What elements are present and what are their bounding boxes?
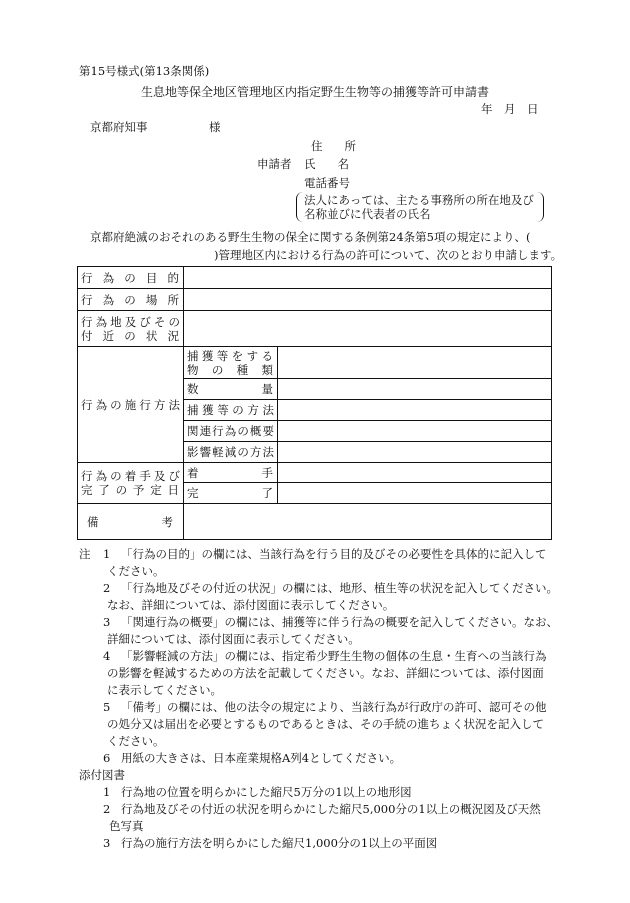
attachment-text: 行為の施行方法を明らかにした縮尺1,000分の1以上の平面図 <box>121 836 438 850</box>
note-text: 「影響軽減の方法」の欄には、指定希少野生生物の個体の生息・生育への当該行為 <box>121 649 547 663</box>
start-field[interactable] <box>278 463 552 483</box>
phone-label: 電話番号 <box>304 176 350 190</box>
location-field[interactable] <box>184 289 552 311</box>
method-label: 行為の施行方法 <box>78 347 184 463</box>
note-text: 詳細については、添付図面に表示してください。 <box>107 632 360 646</box>
start-label: 着手 <box>184 463 278 483</box>
note-number: 6 <box>103 751 111 765</box>
attachment-1 <box>79 784 559 801</box>
attachment-number: 2 <box>103 802 111 816</box>
applicant-label: 申請者 <box>257 157 292 171</box>
note-text: なお、詳細については、添付図面に表示してください。 <box>107 598 395 612</box>
note-text: 「行為地及びその付近の状況」の欄には、地形、植生等の状況を記入してください。 <box>121 581 558 595</box>
note-text: 「関連行為の概要」の欄には、捕獲等に伴う行為の概要を記入してください。なお、 <box>121 615 558 629</box>
attachments-heading: 添付図書 <box>79 768 125 782</box>
note-text: 用紙の大きさは、日本産業規格A列4としてください。 <box>121 751 402 765</box>
attachment-text: 行為地の位置を明らかにした縮尺5万分の1以上の地形図 <box>121 785 412 799</box>
intro-line1: 京都府絶滅のおそれのある野生生物の保全に関する条例第24条第5項の規定により、( <box>90 230 531 244</box>
completion-field[interactable] <box>278 483 552 504</box>
purpose-label: 行為の目的 <box>78 267 184 289</box>
related-summary-field[interactable] <box>278 421 552 442</box>
note-5 <box>79 699 559 750</box>
note-number: 4 <box>103 649 111 663</box>
attachment-number: 3 <box>103 836 111 850</box>
mitigation-field[interactable] <box>278 442 552 463</box>
schedule-label: 行為の着手及び 完了の予定日 <box>78 463 184 504</box>
honorific: 様 <box>209 120 221 134</box>
note-number: 2 <box>103 581 111 595</box>
related-summary-label: 関連行為の概要 <box>184 421 278 442</box>
application-table <box>77 266 552 540</box>
species-field[interactable] <box>278 347 552 379</box>
form-number: 第15号様式(第13条関係) <box>79 64 210 78</box>
name-label: 氏名 <box>304 157 371 171</box>
note-number: 1 <box>103 547 111 561</box>
capture-method-field[interactable] <box>278 400 552 421</box>
note-number: 3 <box>103 615 111 629</box>
address-label: 住所 <box>311 139 378 153</box>
addressee: 京都府知事 <box>90 120 148 134</box>
attachment-number: 1 <box>103 785 111 799</box>
attachment-2 <box>79 801 559 835</box>
quantity-field[interactable] <box>278 379 552 400</box>
completion-label: 完了 <box>184 483 278 504</box>
attachment-3 <box>79 835 559 852</box>
attachment-text: 色写真 <box>109 819 144 833</box>
note-text: ください。 <box>107 734 165 748</box>
note-text: の処分又は届出を必要とするものであるときは、その手続の進ちょく状況を記入して <box>107 717 544 731</box>
note-2 <box>79 580 559 614</box>
species-label: 捕獲等をする 物の種類 <box>184 347 278 379</box>
note-6 <box>79 750 559 767</box>
site-condition-field[interactable] <box>184 311 552 347</box>
note-number: 5 <box>103 700 111 714</box>
note-text: ください。 <box>107 564 165 578</box>
mitigation-label: 影響軽減の方法 <box>184 442 278 463</box>
corporate-note-line1: 法人にあっては、主たる事務所の所在地及び <box>304 193 534 207</box>
location-label: 行為の場所 <box>78 289 184 311</box>
note-text: に表示してください。 <box>107 683 222 697</box>
note-text: の影響を軽減するための方法を記載してください。なお、詳細については、添付図面 <box>107 666 544 680</box>
quantity-label: 数量 <box>184 379 278 400</box>
note-text: 「備考」の欄には、他の法令の規定により、当該行為が行政庁の許可、認可その他 <box>121 700 547 714</box>
site-condition-label: 行為地及びその 付近の状況 <box>78 311 184 347</box>
note-3 <box>79 614 559 648</box>
notes-section <box>79 546 559 852</box>
intro-line2: )管理地区内における行為の許可について、次のとおり申請します。 <box>214 248 563 262</box>
notes-label: 注 <box>79 547 91 561</box>
capture-method-label: 捕獲等の方法 <box>184 400 278 421</box>
document-title: 生息地等保全地区管理地区内指定野生生物等の捕獲等許可申請書 <box>140 85 489 99</box>
remarks-label: 備考 <box>78 504 184 540</box>
note-4 <box>79 648 559 699</box>
corporate-note-line2: 名称並びに代表者の氏名 <box>304 207 431 221</box>
purpose-field[interactable] <box>184 267 552 289</box>
note-1 <box>79 546 559 580</box>
date-field: 年 月 日 <box>481 102 539 116</box>
attachment-text: 行為地及びその付近の状況を明らかにした縮尺5,000分の1以上の概況図及び天然 <box>121 802 541 816</box>
remarks-field[interactable] <box>184 504 552 540</box>
note-text: 「行為の目的」の欄には、当該行為を行う目的及びその必要性を具体的に記入して <box>121 547 547 561</box>
